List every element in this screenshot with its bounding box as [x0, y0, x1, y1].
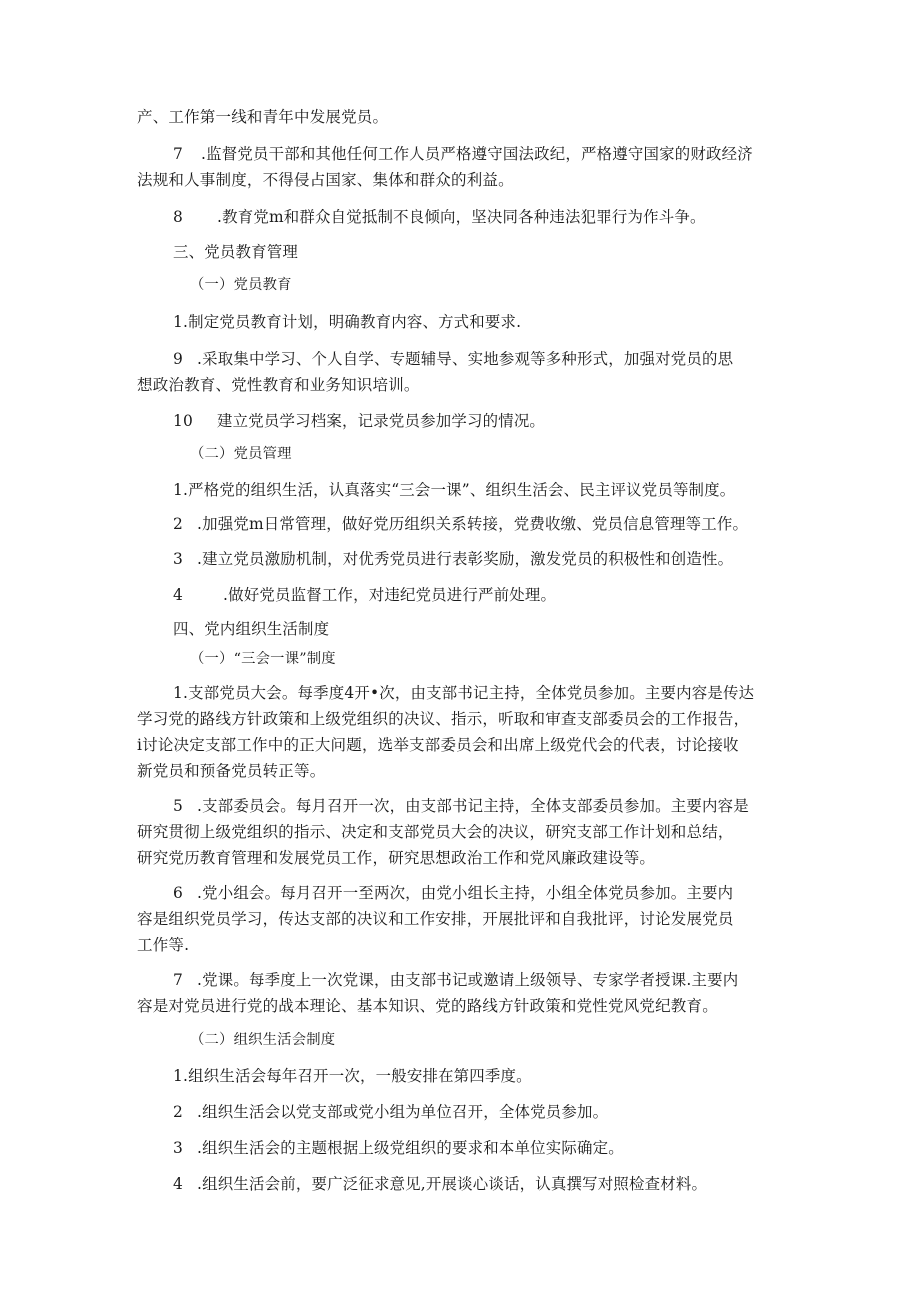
list-item: 3 .组织生活会的主题根据上级党组织的要求和本单位实际确定。	[173, 1139, 624, 1157]
subsection-heading: （二）党员管理	[190, 446, 292, 462]
subsection-heading: （二）组织生活会制度	[190, 1032, 336, 1048]
list-item: 9 .采取集中学习、个人自学、专题辅导、实地参观等多种形式，加强对党员的思	[173, 350, 734, 368]
text-line: 新党员和预备党员转正等。	[137, 762, 326, 780]
list-item: 1.组织生活会每年召开一次，一般安排在第四季度。	[173, 1067, 532, 1085]
text-line: 研究党历教育管理和发展党员工作，研究思想政治工作和党风廉政建设等。	[137, 849, 656, 867]
text-line: 法规和人事制度，不得侵占国家、集体和群众的利益。	[137, 171, 514, 189]
list-item: 2 .组织生活会以党支部或党小组为单位召开，全体党员参加。	[173, 1103, 609, 1121]
subsection-heading: （一）党员教育	[190, 277, 292, 293]
text-line: 想政治教育、党性教育和业务知识培训。	[137, 376, 420, 394]
text-line: 容是组织党员学习，传达支部的决议和工作安排，开展批评和自我批评，讨论发展党员	[137, 910, 734, 928]
section-heading: 四、党内组织生活制度	[173, 620, 330, 638]
list-item: 7 .监督党员干部和其他任何工作人员严格遵守国法政纪，严格遵守国家的财政经济	[173, 145, 753, 163]
list-item: 6 .党小组会。每月召开一至两次，由党小组长主持，小组全体党员参加。主要内	[173, 884, 734, 902]
list-item: 4 .做好党员监督工作，对违纪党员进行严前处理。	[173, 586, 557, 604]
list-item: 5 .支部委员会。每月召开一次，由支部书记主持，全体支部委员参加。主要内容是	[173, 797, 749, 815]
list-item: 1.支部党员大会。每季度4开•次，由支部书记主持，全体党员参加。主要内容是传达	[173, 684, 755, 702]
text-line: i讨论决定支部工作中的正大问题，选举支部委员会和出席上级党代会的代表，讨论接收	[137, 736, 739, 754]
list-item: 3 .建立党员激励机制，对优秀党员进行表彰奖励，激发党员的积极性和创造性。	[173, 550, 734, 568]
list-item: 1.严格党的组织生活，认真落实“三会一课”、组织生活会、民主评议党员等制度。	[173, 481, 736, 499]
list-item: 4 .组织生活会前，要广泛征求意见,开展谈心谈话，认真撰写对照检查材料。	[173, 1175, 708, 1193]
text-line: 产、工作第一线和青年中发展党员。	[137, 108, 389, 126]
list-item: 10 建立党员学习档案，记录党员参加学习的情况。	[173, 412, 546, 430]
text-line: 容是对党员进行党的战本理论、基本知识、党的路线方针政策和党性党风党纪教育。	[137, 997, 718, 1015]
text-line: 工作等.	[137, 936, 190, 954]
text-line: 学习党的路线方针政策和上级党组织的决议、指示，听取和审查支部委员会的工作报告，	[137, 710, 750, 728]
section-heading: 三、党员教育管理	[173, 243, 298, 261]
list-item: 1.制定党员教育计划，明确教育内容、方式和要求.	[173, 313, 522, 331]
text-line: 研究贯彻上级党组织的指示、决定和支部党员大会的决议，研究支部工作计划和总结，	[137, 823, 734, 841]
list-item: 8 .教育党m和群众自觉抵制不良倾向，坚决同各种违法犯罪行为作斗争。	[173, 208, 706, 226]
list-item: 2 .加强党m日常管理，做好党历组织关系转接，党费收缴、党员信息管理等工作。	[173, 515, 749, 533]
subsection-heading: （一）“三会一课”制度	[190, 651, 336, 667]
list-item: 7 .党课。每季度上一次党课，由支部书记或邀请上级领导、专家学者授课.主要内	[173, 971, 739, 989]
